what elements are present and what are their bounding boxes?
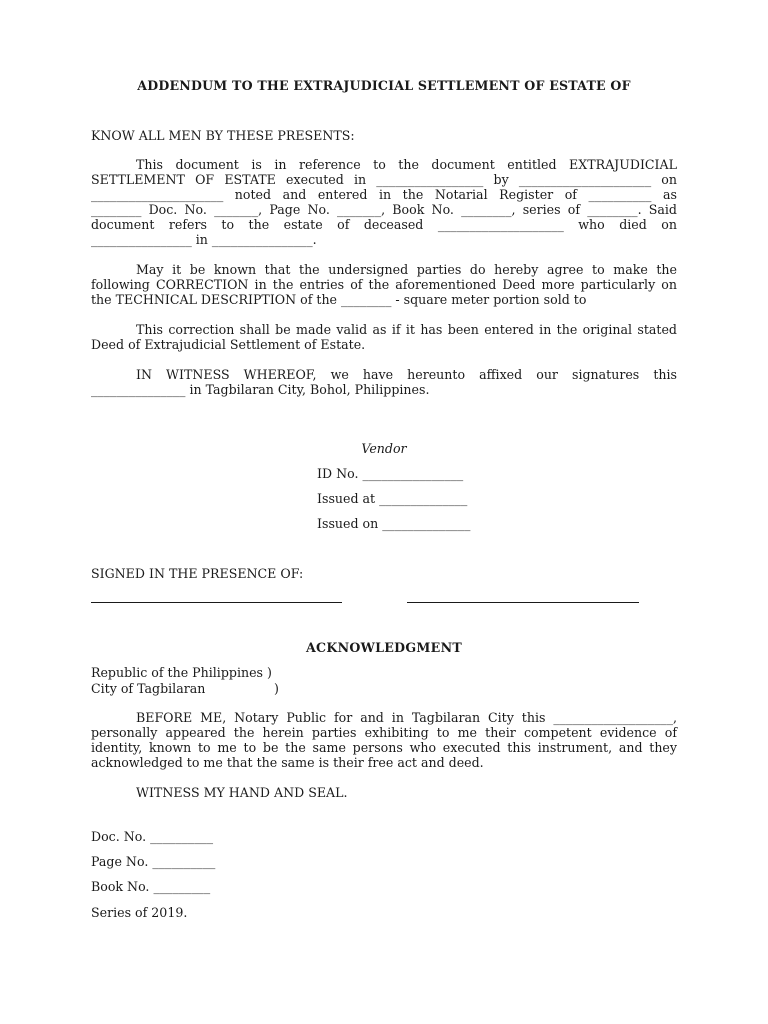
witness-signature-line-left bbox=[91, 602, 342, 603]
witness-signature-line-right bbox=[407, 602, 639, 603]
vendor-issued-on: Issued on ______________ bbox=[317, 516, 471, 531]
paragraph-line: the TECHNICAL DESCRIPTION of the ________ - square meter portion sold to bbox=[91, 292, 587, 307]
notarial-series: Series of 2019. bbox=[91, 905, 188, 920]
paragraph-line: This correction shall be made valid as if it has been entered in the original stated bbox=[136, 322, 677, 337]
venue-city: City of Tagbilaran bbox=[91, 681, 206, 696]
paragraph-line: IN WITNESS WHEREOF, we have hereunto affixed our signatures this bbox=[136, 367, 677, 382]
notarial-page-no: Page No. __________ bbox=[91, 854, 216, 869]
paragraph-correction bbox=[91, 262, 677, 307]
paragraph-line: personally appeared the herein parties exhibiting to me their competent evidence of bbox=[91, 725, 677, 740]
paragraph-line: _______________ in Tagbilaran City, Bohol, Philippines. bbox=[91, 382, 430, 397]
venue-city-paren: ) bbox=[274, 681, 279, 696]
notarial-doc-no: Doc. No. __________ bbox=[91, 829, 214, 844]
acknowledgment-heading: ACKNOWLEDGMENT bbox=[305, 640, 463, 655]
vendor-label: Vendor bbox=[361, 441, 407, 456]
paragraph-line: BEFORE ME, Notary Public for and in Tagbilaran City this ___________________, bbox=[136, 710, 677, 725]
paragraph-line: following CORRECTION in the entries of the aforementioned Deed more particularly on bbox=[91, 277, 677, 292]
paragraph-witness-whereof bbox=[91, 367, 677, 397]
paragraph-reference bbox=[91, 157, 677, 247]
vendor-issued-at: Issued at ______________ bbox=[317, 491, 468, 506]
paragraph-line: SETTLEMENT OF ESTATE executed in _________________ by _____________________ on bbox=[91, 172, 677, 187]
paragraph-line: ________________ in ________________. bbox=[91, 232, 317, 247]
opening-line: KNOW ALL MEN BY THESE PRESENTS: bbox=[91, 128, 355, 143]
paragraph-line: This document is in reference to the document entitled EXTRAJUDICIAL bbox=[136, 157, 677, 172]
venue-republic: Republic of the Philippines ) bbox=[91, 665, 272, 680]
paragraph-line: May it be known that the undersigned parties do hereby agree to make the bbox=[136, 262, 677, 277]
paragraph-line: Deed of Extrajudicial Settlement of Estate. bbox=[91, 337, 366, 352]
paragraph-line: identity, known to me to be the same persons who executed this instrument, and they bbox=[91, 740, 677, 755]
document-title: ADDENDUM TO THE EXTRAJUDICIAL SETTLEMENT OF ESTATE OF bbox=[137, 78, 631, 93]
paragraph-line: _____________________ noted and entered in the Notarial Register of __________ as bbox=[91, 187, 677, 202]
acknowledgment-body bbox=[91, 710, 677, 770]
paragraph-validity bbox=[91, 322, 677, 352]
witness-heading: SIGNED IN THE PRESENCE OF: bbox=[91, 566, 304, 581]
vendor-id-no: ID No. ________________ bbox=[317, 466, 464, 481]
paragraph-line: acknowledged to me that the same is their free act and deed. bbox=[91, 755, 484, 770]
notarial-book-no: Book No. _________ bbox=[91, 879, 211, 894]
paragraph-line: ________ Doc. No. _______, Page No. _______, Book No. ________, series of ________. Said bbox=[91, 202, 677, 217]
witness-hand-seal: WITNESS MY HAND AND SEAL. bbox=[136, 785, 348, 800]
paragraph-line: document refers to the estate of deceased ____________________ who died on bbox=[91, 217, 677, 232]
